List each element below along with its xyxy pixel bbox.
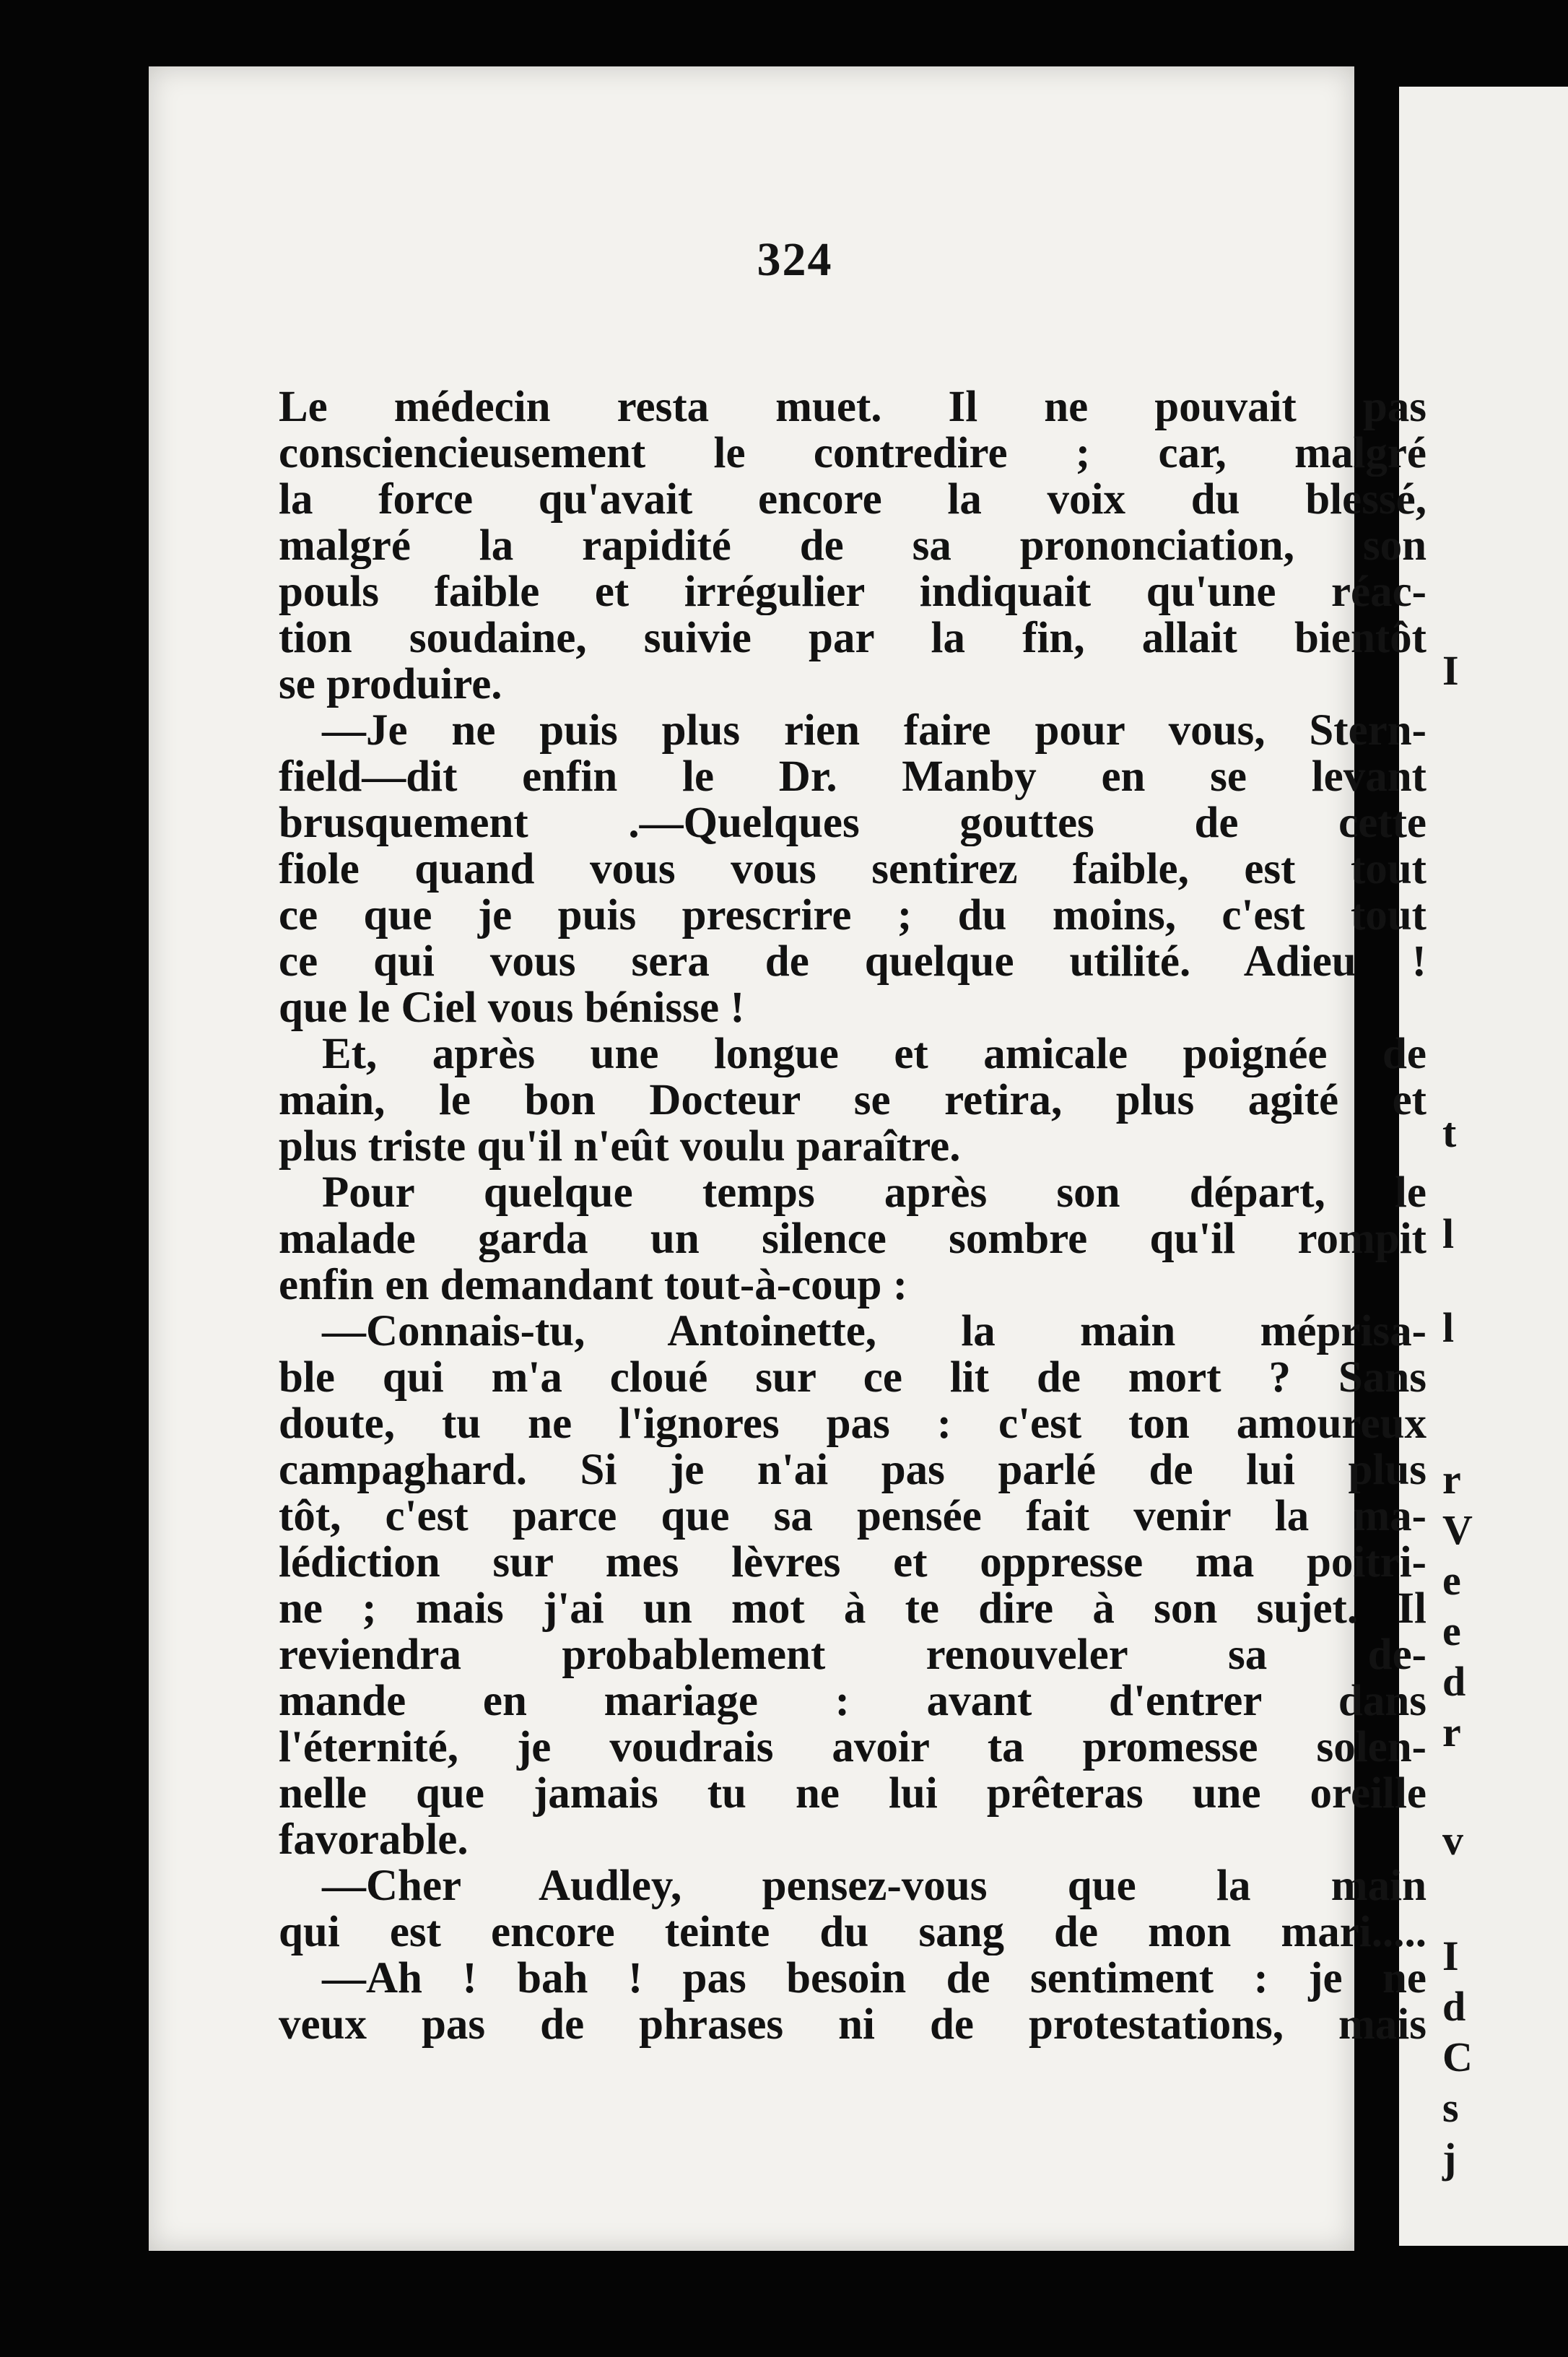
text-line: —Cher Audley, pensez-vous que la main bbox=[322, 1863, 1427, 1909]
text-line: tôt, c'est parce que sa pensée fait venir la ma- bbox=[279, 1493, 1427, 1540]
text-line: malade garda un silence sombre qu'il rompit bbox=[279, 1216, 1427, 1262]
text-line: consciencieusement le contredire ; car, malgré bbox=[279, 430, 1427, 477]
edge-glyph: e bbox=[1442, 1607, 1461, 1654]
text-line: se produire. bbox=[279, 661, 502, 708]
edge-glyph: I bbox=[1442, 647, 1459, 694]
text-line: enfin en demandant tout-à-coup : bbox=[279, 1262, 908, 1308]
text-line: —Je ne puis plus rien faire pour vous, Stern- bbox=[322, 708, 1427, 754]
text-line: field—dit enfin le Dr. Manby en se levant bbox=[279, 754, 1427, 800]
text-line: nelle que jamais tu ne lui prêteras une oreille bbox=[279, 1771, 1427, 1817]
edge-glyph: j bbox=[1442, 2135, 1457, 2182]
text-line: plus triste qu'il n'eût voulu paraître. bbox=[279, 1124, 961, 1170]
text-line: brusquement .—Quelques gouttes de cette bbox=[279, 800, 1427, 846]
text-line: —Connais-tu, Antoinette, la main méprisa- bbox=[322, 1308, 1427, 1355]
edge-glyph: C bbox=[1442, 2033, 1473, 2080]
text-line: ble qui m'a cloué sur ce lit de mort ? Sans bbox=[279, 1355, 1427, 1401]
text-line: ce que je puis prescrire ; du moins, c'est tout bbox=[279, 893, 1427, 939]
edge-glyph: d bbox=[1442, 1983, 1466, 2030]
text-line: Et, après une longue et amicale poignée de bbox=[322, 1031, 1427, 1077]
text-line: campaghard. Si je n'ai pas parlé de lui plus bbox=[279, 1447, 1427, 1493]
text-line: veux pas de phrases ni de protestations, mais bbox=[279, 2002, 1427, 2048]
text-line: tion soudaine, suivie par la fin, allait bientôt bbox=[279, 615, 1427, 661]
edge-glyph: I bbox=[1442, 1932, 1459, 1979]
edge-glyph: t bbox=[1442, 1109, 1457, 1156]
edge-glyph: r bbox=[1442, 1456, 1461, 1503]
text-line: Pour quelque temps après son départ, le bbox=[322, 1170, 1427, 1216]
text-line: favorable. bbox=[279, 1817, 469, 1863]
text-line: la force qu'avait encore la voix du blessé, bbox=[279, 477, 1427, 523]
text-line: pouls faible et irrégulier indiquait qu'une réac- bbox=[279, 569, 1427, 615]
text-line: doute, tu ne l'ignores pas : c'est ton amoureux bbox=[279, 1401, 1427, 1447]
text-line: reviendra probablement renouveler sa de- bbox=[279, 1632, 1427, 1678]
edge-glyph: l bbox=[1442, 1210, 1455, 1257]
page-text bbox=[279, 384, 1427, 2048]
text-line: lédiction sur mes lèvres et oppresse ma poitri- bbox=[279, 1540, 1427, 1586]
text-line: fiole quand vous vous sentirez faible, est tout bbox=[279, 846, 1427, 893]
text-line: malgré la rapidité de sa prononciation, son bbox=[279, 523, 1427, 569]
text-line: qui est encore teinte du sang de mon mari..... bbox=[279, 1909, 1427, 1956]
edge-glyph: v bbox=[1442, 1817, 1463, 1864]
text-line: l'éternité, je voudrais avoir ta promesse solen- bbox=[279, 1724, 1427, 1771]
text-line: ce qui vous sera de quelque utilité. Adieu ! bbox=[279, 939, 1427, 985]
edge-glyph: e bbox=[1442, 1557, 1461, 1604]
text-line: ne ; mais j'ai un mot à te dire à son sujet. Il bbox=[279, 1586, 1427, 1632]
edge-glyph: s bbox=[1442, 2084, 1459, 2131]
book-page bbox=[149, 66, 1427, 2251]
edge-glyph: r bbox=[1442, 1709, 1461, 1755]
text-line: Le médecin resta muet. Il ne pouvait pas bbox=[279, 384, 1427, 430]
text-line: —Ah ! bah ! pas besoin de sentiment : je ne bbox=[322, 1956, 1427, 2002]
text-line: mande en mariage : avant d'entrer dans bbox=[279, 1678, 1427, 1724]
page-number: 324 bbox=[757, 233, 833, 286]
text-line: main, le bon Docteur se retira, plus agité et bbox=[279, 1077, 1427, 1124]
edge-glyph: l bbox=[1442, 1304, 1455, 1351]
text-line: que le Ciel vous bénisse ! bbox=[279, 985, 745, 1031]
edge-glyph: V bbox=[1442, 1506, 1473, 1553]
edge-glyph: d bbox=[1442, 1658, 1466, 1705]
